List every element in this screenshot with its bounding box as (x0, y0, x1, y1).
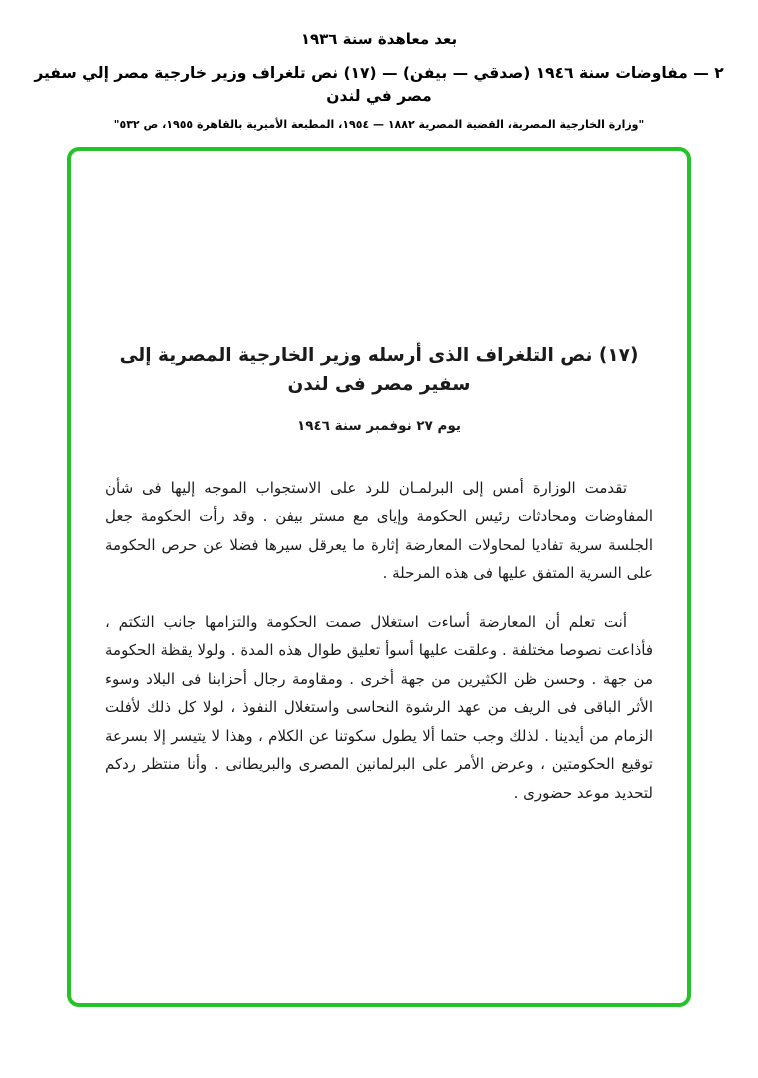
document-title: (١٧) نص التلغراف الذى أرسله وزير الخارجية المصرية إلى سفير مصر فى لندن (119, 344, 639, 396)
document-date: يوم ٢٧ نوفمبر سنة ١٩٤٦ (297, 417, 461, 434)
document-body (99, 474, 659, 808)
scanned-document-frame (67, 147, 691, 1007)
header-source-citation: "وزارة الخارجية المصرية، القضية المصرية ١٨٨٢ — ١٩٥٤، المطبعة الأميرية بالقاهرة ١٩٥٥، ص ٥٣٢" (113, 117, 645, 131)
page-header (0, 0, 758, 131)
header-title-line: ٢ — مفاوضات سنة ١٩٤٦ (صدقي — بيفن) — (١٧) نص تلغراف وزير خارجية مصر إلي سفير مصر في لندن (34, 64, 724, 106)
header-treaty-line: بعد معاهدة سنة ١٩٣٦ (300, 30, 458, 48)
document-paragraph: تقدمت الوزارة أمس إلى البرلمـان للرد على الاستجواب الموجه إليها فى شأن المفاوضات ومحادثات رئيس الحكومة وإياى مع مستر بيفن . وقد رأت الحكومة جعل الجلسة سرية تفاديا لمحاولات المعارضة إثارة ما يعرقل سيرها فضلا عن حرص الحكومة على السرية المتفق عليها فى هذه المرحلة . (105, 478, 653, 583)
scanned-document-content (71, 151, 687, 808)
document-paragraph: أنت تعلم أن المعارضة أساءت استغلال صمت الحكومة والتزامها جانب التكتم ، فأذاعت نصوصا مختلفة . وعلقت عليها أسوأ تعليق طوال هذه المدة . ولولا يقظة الحكومة من جهة . وحسن ظن الكثيرين من جهة أخرى . ومقاومة رجال أحزابنا فى البلاد وسوء الأثر الباقى فى الريف من عهد الرشوة النحاسى واستغلال النفوذ ، لولا كل ذلك لأفلت الزمام من أيدينا . لذلك وجب حتما ألا يطول سكوتنا عن الكلام ، وهذا لا يتيسر إلا بسرعة توقيع الحكومتين ، وعرض الأمر على البرلمانين المصرى والبريطانى . وأنا منتظر ردكم لتحديد موعد حضورى . (105, 612, 653, 802)
